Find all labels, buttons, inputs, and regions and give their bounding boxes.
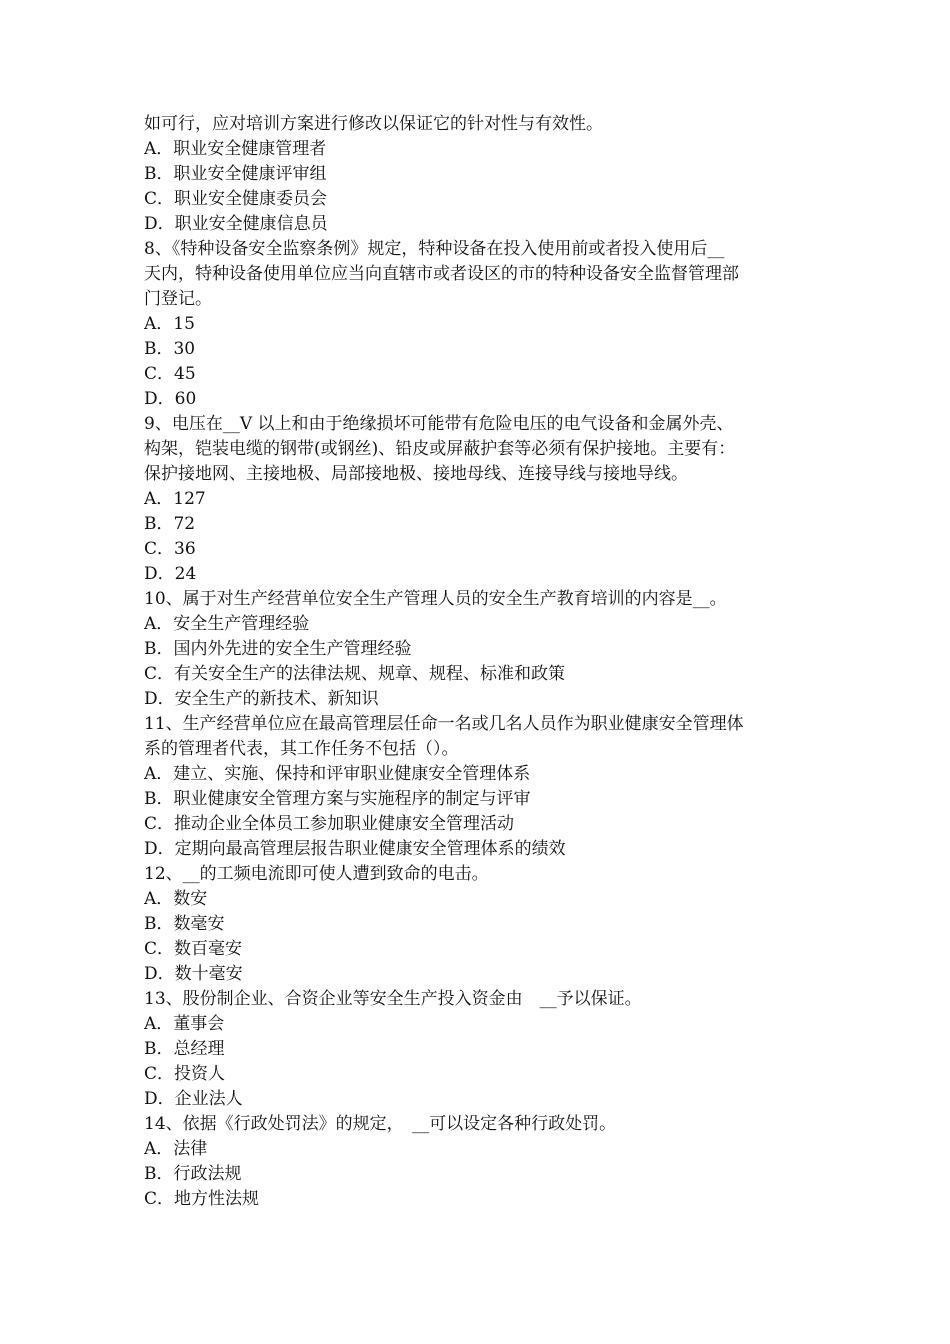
option-line: D．数十毫安 (144, 964, 243, 984)
option-line: A．数安 (144, 889, 208, 909)
option-line: A．职业安全健康管理者 (144, 139, 327, 159)
text-line: 如可行，应对培训方案进行修改以保证它的针对性与有效性。 (144, 114, 603, 134)
option-line: B．数毫安 (144, 914, 225, 934)
option-line: B．30 (144, 339, 196, 359)
question-line: 9、电压在__V 以上和由于绝缘损坏可能带有危险电压的电气设备和金属外壳、 (144, 414, 734, 434)
option-line: B．行政法规 (144, 1164, 242, 1184)
option-line: A．安全生产管理经验 (144, 614, 310, 634)
option-line: D．定期向最高管理层报告职业健康安全管理体系的绩效 (144, 839, 566, 859)
option-line: C．推动企业全体员工参加职业健康安全管理活动 (144, 814, 515, 834)
option-line: B．职业安全健康评审组 (144, 164, 327, 184)
question-line: 8、《特种设备安全监察条例》规定，特种设备在投入使用前或者投入使用后__ (144, 239, 725, 259)
option-line: C．36 (144, 539, 196, 559)
question-line: 12、__的工频电流即可使人遭到致命的电击。 (144, 864, 489, 884)
question-line: 保护接地网、主接地极、局部接地极、接地母线、连接导线与接地导线。 (144, 464, 688, 484)
question-line: 天内，特种设备使用单位应当向直辖市或者设区的市的特种设备安全监督管理部 (144, 264, 739, 284)
option-line: A．15 (144, 314, 195, 334)
question-line: 10、属于对生产经营单位安全生产管理人员的安全生产教育培训的内容是__。 (144, 589, 727, 609)
option-line: A．董事会 (144, 1014, 225, 1034)
option-line: D．24 (144, 564, 197, 584)
option-line: A．法律 (144, 1139, 208, 1159)
question-line: 13、股份制企业、合资企业等安全生产投入资金由 __予以保证。 (144, 989, 642, 1009)
question-line: 门登记。 (144, 289, 212, 309)
option-line: D．60 (144, 389, 197, 409)
option-line: B．总经理 (144, 1039, 225, 1059)
option-line: B．国内外先进的安全生产管理经验 (144, 639, 412, 659)
question-line: 构架，铠装电缆的钢带(或钢丝)、铅皮或屏蔽护套等必须有保护接地。主要有： (144, 439, 736, 459)
question-line: 14、依据《行政处罚法》的规定， __可以设定各种行政处罚。 (144, 1114, 617, 1134)
option-line: A．建立、实施、保持和评审职业健康安全管理体系 (144, 764, 531, 784)
option-line: C．地方性法规 (144, 1189, 260, 1209)
option-line: B．职业健康安全管理方案与实施程序的制定与评审 (144, 789, 531, 809)
option-line: C．有关安全生产的法律法规、规章、规程、标准和政策 (144, 664, 566, 684)
option-line: C．数百毫安 (144, 939, 243, 959)
option-line: B．72 (144, 514, 196, 534)
question-line: 系的管理者代表，其工作任务不包括（）。 (144, 739, 459, 759)
option-line: C．职业安全健康委员会 (144, 189, 328, 209)
option-line: D．职业安全健康信息员 (144, 214, 328, 234)
option-line: C．投资人 (144, 1064, 226, 1084)
option-line: D．安全生产的新技术、新知识 (144, 689, 379, 709)
option-line: C．45 (144, 364, 196, 384)
question-line: 11、生产经营单位应在最高管理层任命一名或几名人员作为职业健康安全管理体 (144, 714, 744, 734)
document-page (144, 112, 844, 1212)
option-line: A．127 (144, 489, 206, 509)
option-line: D．企业法人 (144, 1089, 243, 1109)
